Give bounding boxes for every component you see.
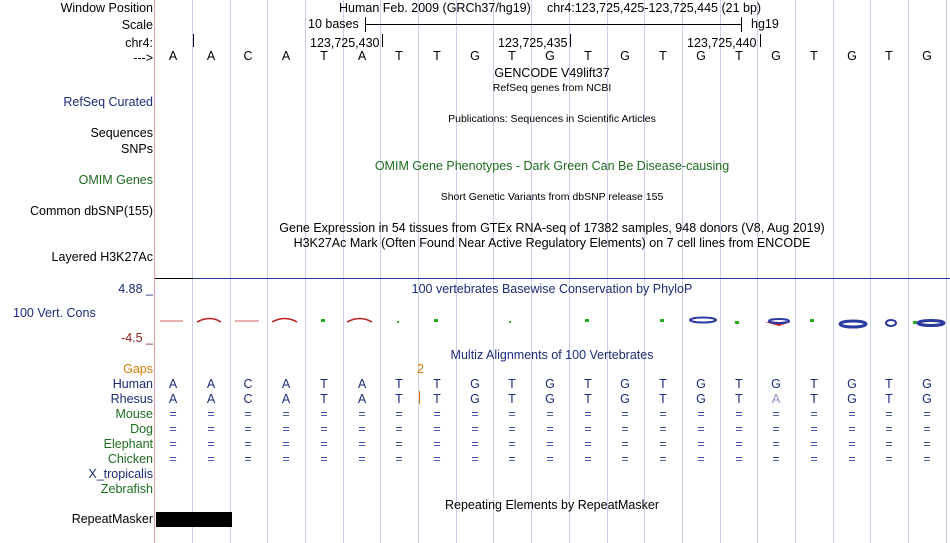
- alignment-base: G: [922, 377, 932, 391]
- alignment-base: =: [282, 437, 290, 451]
- coord-label-1: 123,725,435: [498, 36, 568, 50]
- window-position-label: Window Position: [60, 1, 153, 15]
- alignment-base: T: [584, 377, 592, 391]
- alignment-base: G: [620, 392, 630, 406]
- alignment-base: =: [358, 407, 366, 421]
- alignment-base: T: [433, 377, 441, 391]
- alignment-base: =: [207, 452, 215, 466]
- alignment-base: =: [848, 437, 856, 451]
- alignment-base: =: [471, 437, 479, 451]
- alignment-base: =: [885, 407, 893, 421]
- alignment-base: A: [281, 392, 291, 406]
- alignment-base: =: [810, 437, 818, 451]
- alignment-base: =: [508, 437, 516, 451]
- alignment-base: =: [207, 422, 215, 436]
- multiz-track-title: Multiz Alignments of 100 Vertebrates: [450, 348, 654, 362]
- alignment-base: =: [659, 422, 667, 436]
- alignment-base: =: [508, 407, 516, 421]
- phylop-cons-glyphs: [155, 310, 950, 332]
- alignment-base: =: [546, 407, 554, 421]
- gap-marker: [419, 391, 420, 404]
- alignment-base: =: [433, 437, 441, 451]
- alignment-base: =: [923, 422, 931, 436]
- grid-line: [305, 0, 306, 543]
- alignment-base: =: [621, 422, 629, 436]
- alignment-base: =: [169, 407, 177, 421]
- gencode-track-title[interactable]: GENCODE V49lift37: [494, 66, 610, 80]
- alignment-base: T: [320, 377, 328, 391]
- reference-base: G: [696, 49, 706, 63]
- strand-label: --->: [133, 51, 153, 65]
- refseq-subtitle: RefSeq genes from NCBI: [492, 82, 612, 94]
- reference-base: G: [545, 49, 555, 63]
- alignment-base: =: [659, 452, 667, 466]
- alignment-base: T: [395, 392, 403, 406]
- alignment-base: =: [659, 437, 667, 451]
- gaps-label[interactable]: Gaps: [123, 362, 153, 376]
- cons-mark-17: [886, 320, 896, 326]
- reference-base: A: [168, 49, 178, 63]
- alignment-base: =: [358, 422, 366, 436]
- species-label-rhesus[interactable]: Rhesus: [110, 392, 153, 406]
- alignment-base: =: [772, 437, 780, 451]
- alignment-base: =: [584, 452, 592, 466]
- alignment-base: =: [584, 422, 592, 436]
- alignment-base: =: [735, 437, 743, 451]
- alignment-base: =: [885, 422, 893, 436]
- grid-line: [757, 0, 758, 543]
- reference-base: G: [620, 49, 630, 63]
- coord-label-0: 123,725,430: [310, 36, 380, 50]
- alignment-base: =: [923, 452, 931, 466]
- alignment-base: T: [320, 392, 328, 406]
- reference-base: T: [395, 49, 403, 63]
- reference-base: G: [922, 49, 932, 63]
- refseq-curated-label[interactable]: RefSeq Curated: [63, 95, 153, 109]
- alignment-base: A: [168, 392, 178, 406]
- omim-genes-label[interactable]: OMIM Genes: [78, 173, 153, 187]
- alignment-base: G: [696, 392, 706, 406]
- repeat-element-block[interactable]: [156, 512, 232, 527]
- alignment-base: =: [282, 422, 290, 436]
- alignment-base: =: [697, 407, 705, 421]
- reference-base: T: [320, 49, 328, 63]
- cons-track-title: 100 vertebrates Basewise Conservation by PhyloP: [411, 282, 693, 296]
- grid-line: [644, 0, 645, 543]
- alignment-base: =: [433, 422, 441, 436]
- alignment-base: =: [923, 437, 931, 451]
- alignment-base: =: [471, 407, 479, 421]
- alignment-base: G: [771, 377, 781, 391]
- reference-base: T: [584, 49, 592, 63]
- publications-track-title: Publications: Sequences in Scientific Articles: [448, 113, 656, 125]
- grid-line: [456, 0, 457, 543]
- alignment-base: =: [244, 422, 252, 436]
- alignment-base: =: [772, 422, 780, 436]
- alignment-base: A: [357, 392, 367, 406]
- species-label-mouse[interactable]: Mouse: [115, 407, 153, 421]
- cons-mark-6: [397, 321, 399, 323]
- alignment-base: T: [433, 392, 441, 406]
- alignment-base: =: [433, 452, 441, 466]
- species-label-chicken[interactable]: Chicken: [107, 452, 153, 466]
- cons-mark-7: [434, 319, 438, 322]
- alignment-base: =: [885, 452, 893, 466]
- alignment-base: =: [584, 437, 592, 451]
- cons-mark-8: [509, 321, 511, 323]
- alignment-base: T: [885, 392, 893, 406]
- alignment-base: =: [735, 422, 743, 436]
- alignment-base: T: [810, 377, 818, 391]
- grid-line: [795, 0, 796, 543]
- cons-mark-18: [913, 321, 917, 324]
- cons-mark-16: [840, 321, 866, 327]
- alignment-base: =: [244, 452, 252, 466]
- grid-line: [192, 0, 193, 543]
- reference-base: C: [243, 49, 253, 63]
- assembly-text: Human Feb. 2009 (GRCh37/hg19): [339, 1, 531, 15]
- alignment-base: =: [282, 452, 290, 466]
- chr-label: chr4:: [125, 36, 153, 50]
- reference-base: G: [771, 49, 781, 63]
- snps-label[interactable]: SNPs: [121, 142, 153, 156]
- alignment-base: =: [697, 452, 705, 466]
- grid-line: [946, 0, 947, 543]
- alignment-base: =: [395, 422, 403, 436]
- alignment-base: =: [207, 407, 215, 421]
- alignment-base: A: [357, 377, 367, 391]
- alignment-base: T: [508, 377, 516, 391]
- alignment-base: A: [168, 377, 178, 391]
- grid-line: [267, 0, 268, 543]
- coord-label-2: 123,725,440: [687, 36, 757, 50]
- alignment-base: =: [584, 407, 592, 421]
- cons-mark-3: [272, 319, 297, 323]
- cons-mark-14: [769, 319, 789, 323]
- alignment-base: A: [206, 392, 216, 406]
- alignment-base: G: [545, 392, 555, 406]
- alignment-base: =: [810, 422, 818, 436]
- reference-base: T: [735, 49, 743, 63]
- alignment-base: =: [508, 452, 516, 466]
- species-label-x_tropicalis[interactable]: X_tropicalis: [88, 467, 153, 481]
- alignment-base: T: [885, 377, 893, 391]
- reference-base: A: [357, 49, 367, 63]
- alignment-base: =: [282, 407, 290, 421]
- alignment-base: T: [735, 392, 743, 406]
- alignment-base: =: [169, 437, 177, 451]
- grid-line: [418, 0, 419, 543]
- grid-line: [833, 0, 834, 543]
- alignment-base: T: [584, 392, 592, 406]
- h3k27ac-signal-line: [193, 278, 950, 279]
- coord-tick-2: [570, 34, 571, 47]
- alignment-base: =: [320, 422, 328, 436]
- cons-mark-9: [585, 319, 589, 322]
- alignment-base: G: [847, 377, 857, 391]
- gtex-track-title: Gene Expression in 54 tissues from GTEx RNA-seq of 17382 samples, 948 donors (V8, Aug 2019): [279, 221, 825, 235]
- sequences-label[interactable]: Sequences: [90, 126, 153, 140]
- cons-mark-12: [735, 321, 739, 324]
- reference-base: A: [281, 49, 291, 63]
- reference-base: G: [847, 49, 857, 63]
- alignment-base: G: [470, 392, 480, 406]
- reference-base: A: [206, 49, 216, 63]
- reference-base: T: [508, 49, 516, 63]
- alignment-base: =: [207, 437, 215, 451]
- dbsnp-label[interactable]: Common dbSNP(155): [30, 204, 153, 218]
- position-text: chr4:123,725,425-123,725,445 (21 bp): [547, 1, 762, 15]
- alignment-base: T: [659, 377, 667, 391]
- alignment-base: G: [620, 377, 630, 391]
- alignment-base: =: [697, 437, 705, 451]
- alignment-base: G: [470, 377, 480, 391]
- alignment-base: =: [772, 452, 780, 466]
- dbsnp-track-title: Short Genetic Variants from dbSNP release 155: [440, 191, 664, 203]
- alignment-base: =: [244, 437, 252, 451]
- cons-mark-19: [918, 321, 944, 326]
- reference-base: G: [470, 49, 480, 63]
- alignment-base: =: [471, 452, 479, 466]
- reference-base: T: [433, 49, 441, 63]
- alignment-base: A: [206, 377, 216, 391]
- alignment-base: =: [320, 407, 328, 421]
- alignment-base: =: [395, 452, 403, 466]
- species-label-dog[interactable]: Dog: [130, 422, 153, 436]
- alignment-base: =: [621, 407, 629, 421]
- alignment-base: T: [810, 392, 818, 406]
- cons-mark-5: [347, 319, 372, 323]
- cons-mark-11: [690, 318, 716, 323]
- cons-min-label: -4.5 _: [121, 331, 153, 345]
- species-label-elephant[interactable]: Elephant: [103, 437, 153, 451]
- alignment-base: C: [243, 377, 253, 391]
- gap-count: 2: [417, 362, 424, 376]
- grid-line: [908, 0, 909, 543]
- cons-mark-1: [197, 319, 221, 323]
- grid-line: [380, 0, 381, 543]
- grid-line: [720, 0, 721, 543]
- alignment-base: =: [923, 407, 931, 421]
- grid-line: [870, 0, 871, 543]
- alignment-base: =: [659, 407, 667, 421]
- alignment-base: =: [848, 422, 856, 436]
- alignment-base: G: [847, 392, 857, 406]
- scale-label: Scale: [121, 18, 153, 32]
- repeatmasker-label[interactable]: RepeatMasker: [71, 512, 153, 526]
- alignment-base: A: [281, 377, 291, 391]
- alignment-base: =: [244, 407, 252, 421]
- label-divider: [154, 0, 155, 543]
- alignment-base: =: [810, 452, 818, 466]
- alignment-base: T: [735, 377, 743, 391]
- alignment-base: =: [169, 422, 177, 436]
- alignment-base: T: [395, 377, 403, 391]
- alignment-base: =: [621, 437, 629, 451]
- scale-text: 10 bases: [308, 17, 359, 31]
- alignment-base: =: [735, 407, 743, 421]
- grid-line: [682, 0, 683, 543]
- alignment-base: =: [358, 452, 366, 466]
- alignment-base: G: [696, 377, 706, 391]
- scale-bar-right: [741, 17, 742, 32]
- alignment-base: T: [508, 392, 516, 406]
- alignment-base: =: [546, 452, 554, 466]
- coord-tick-0: [193, 34, 194, 47]
- h3k27ac-track-title: H3K27Ac Mark (Often Found Near Active Regulatory Elements) on 7 cell lines from ENCODE: [293, 236, 811, 250]
- alignment-base: =: [772, 407, 780, 421]
- alignment-base: C: [243, 392, 253, 406]
- cons-mark-4: [321, 319, 325, 322]
- alignment-base: =: [508, 422, 516, 436]
- alignment-base: =: [320, 437, 328, 451]
- cons-mark-10: [660, 319, 664, 322]
- species-label-human[interactable]: Human: [112, 377, 153, 391]
- alignment-base: =: [885, 437, 893, 451]
- alignment-base: =: [395, 407, 403, 421]
- reference-base: T: [659, 49, 667, 63]
- grid-line: [343, 0, 344, 543]
- species-label-zebrafish[interactable]: Zebrafish: [100, 482, 153, 496]
- scale-db: hg19: [751, 17, 779, 31]
- alignment-base: =: [848, 452, 856, 466]
- repeatmasker-track-title: Repeating Elements by RepeatMasker: [444, 498, 660, 512]
- alignment-base: =: [735, 452, 743, 466]
- reference-base: T: [810, 49, 818, 63]
- cons-max-label: 4.88 _: [118, 282, 153, 296]
- h3k27ac-baseline-black: [155, 278, 193, 279]
- alignment-base: A: [771, 392, 781, 406]
- reference-base: T: [885, 49, 893, 63]
- alignment-base: =: [697, 422, 705, 436]
- scale-bar: [365, 24, 742, 25]
- alignment-base: G: [922, 392, 932, 406]
- alignment-base: T: [659, 392, 667, 406]
- coord-tick-3: [760, 34, 761, 47]
- h3k27ac-label[interactable]: Layered H3K27Ac: [51, 250, 153, 264]
- alignment-base: =: [358, 437, 366, 451]
- alignment-base: =: [848, 407, 856, 421]
- alignment-base: =: [320, 452, 328, 466]
- alignment-base: =: [169, 452, 177, 466]
- alignment-base: =: [433, 407, 441, 421]
- grid-line: [230, 0, 231, 543]
- cons-label[interactable]: 100 Vert. Cons: [13, 306, 96, 320]
- alignment-base: =: [810, 407, 818, 421]
- alignment-base: =: [546, 437, 554, 451]
- cons-mark-15: [810, 319, 814, 322]
- coord-tick-1: [382, 34, 383, 47]
- omim-track-title: OMIM Gene Phenotypes - Dark Green Can Be Disease-causing: [374, 159, 730, 173]
- alignment-base: =: [395, 437, 403, 451]
- alignment-base: =: [471, 422, 479, 436]
- alignment-base: G: [545, 377, 555, 391]
- alignment-base: =: [546, 422, 554, 436]
- alignment-base: =: [621, 452, 629, 466]
